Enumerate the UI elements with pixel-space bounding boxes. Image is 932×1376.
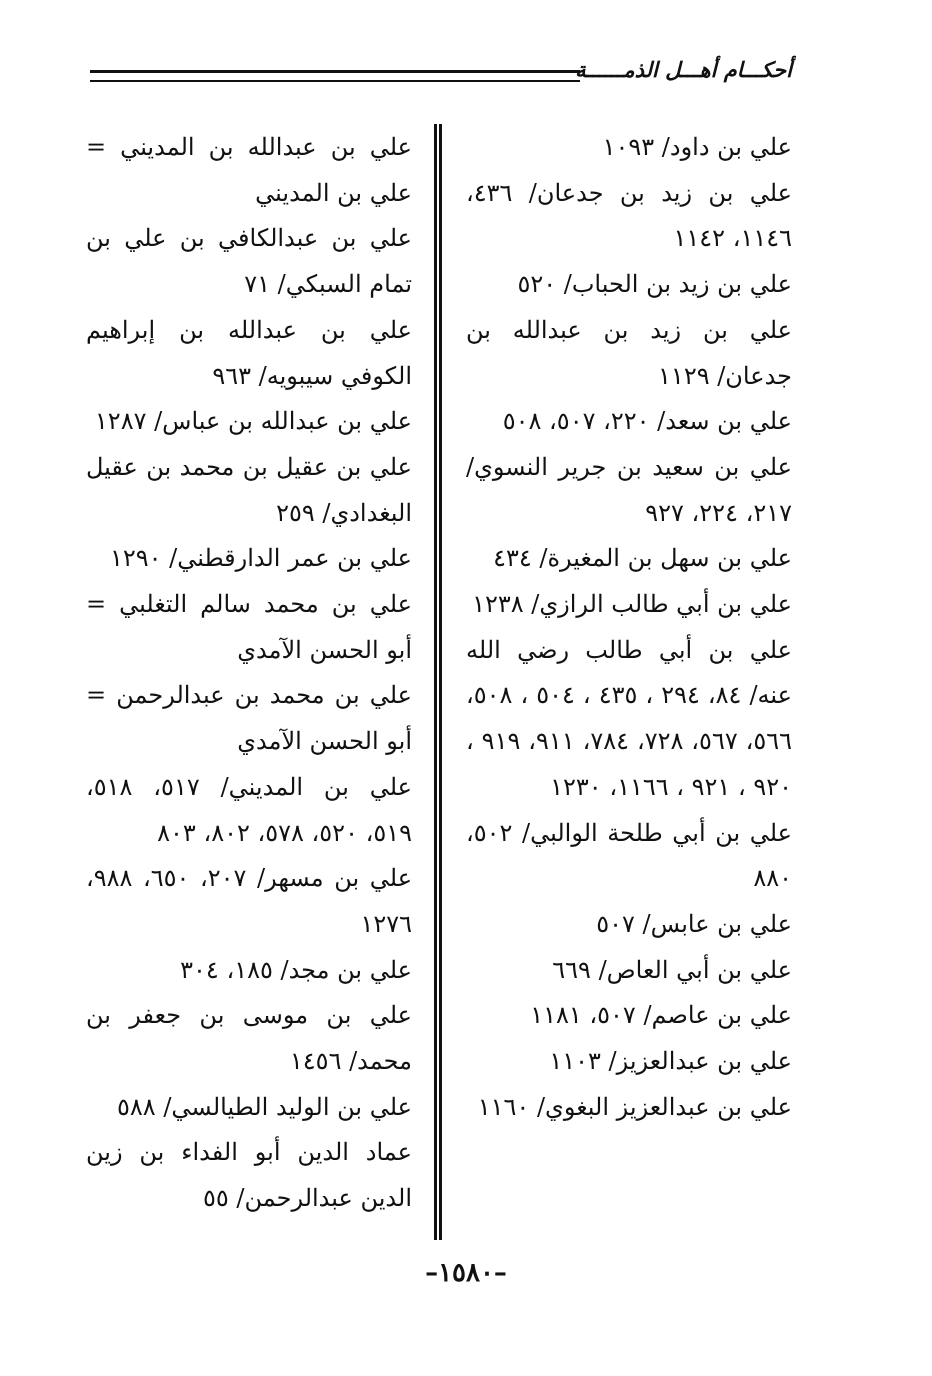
- index-entry: علي بن عبدالله بن عباس/ ١٢٨٧: [94, 407, 412, 436]
- index-entry: علي بن المديني/ ٥١٧، ٥١٨، ٥١٩، ٥٢٠، ٥٧٨، ٨٠٢، ٨٠٣: [86, 772, 413, 847]
- index-entry: علي بن عبدالله بن المديني = علي بن المديني: [86, 133, 412, 207]
- index-entry: علي بن أبي طالب الرازي/ ١٢٣٨: [472, 590, 792, 619]
- index-entry: علي بن أبي طلحة الوالبي/ ٥٠٢، ٨٨٠: [466, 818, 792, 893]
- index-entry: علي بن مسهر/ ٢٠٧، ٦٥٠، ٩٨٨، ١٢٧٦: [86, 864, 413, 938]
- index-entry: علي بن عمر الدارقطني/ ١٢٩٠: [109, 544, 412, 573]
- index-entry: علي بن عقيل بن محمد بن عقيل البغدادي/ ٢٥٩: [86, 452, 412, 527]
- index-entry: علي بن زيد بن جدعان/ ٤٣٦، ١١٤٦، ١١٤٢: [466, 178, 792, 253]
- column-divider: [434, 124, 442, 1240]
- index-entry: علي بن محمد سالم التغلبي = أبو الحسن الآمدي: [86, 590, 412, 664]
- index-entry: علي بن سعد/ ٢٢٠، ٥٠٧، ٥٠٨: [502, 407, 792, 436]
- index-entry: علي بن عبدالله بن إبراهيم الكوفي سيبويه/ ٩٦٣: [86, 315, 412, 390]
- index-entry: علي بن عاصم/ ٥٠٧، ١١٨١: [530, 1001, 792, 1030]
- index-entry: علي بن محمد بن عبدالرحمن = أبو الحسن الآمدي: [86, 681, 412, 756]
- index-entry: علي بن زيد بن عبدالله بن جدعان/ ١١٢٩: [466, 315, 792, 390]
- index-column-right: [466, 125, 792, 1130]
- page-number: –١٥٨٠–: [425, 1258, 507, 1288]
- index-column-left: [86, 125, 412, 1222]
- index-entry: علي بن موسى بن جعفر بن محمد/ ١٤٥٦: [86, 1001, 412, 1076]
- index-entry: علي بن أبي العاص/ ٦٦٩: [552, 955, 792, 984]
- index-entry: عماد الدين أبو الفداء بن زين الدين عبدالرحمن/ ٥٥: [86, 1138, 412, 1213]
- index-entry: علي بن عبدالكافي بن علي بن تمام السبكي/ ٧١: [86, 224, 412, 299]
- index-entry: علي بن داود/ ١٠٩٣: [602, 133, 792, 161]
- index-entry: علي بن أبي طالب رضي الله عنه/ ٨٤، ٢٩٤ ، ٤٣٥ ، ٥٠٤ ، ٥٠٨، ٥٦٦، ٥٦٧، ٧٢٨، ٧٨٤، ٩١١، ٩١٩ ، ٩٢٠ ، ٩٢١ ، ١١٦٦، ١٢٣٠: [466, 635, 793, 801]
- running-header-title: أحكـــام أهـــل الذمــــــة: [575, 58, 792, 82]
- index-entry: علي بن الوليد الطيالسي/ ٥٨٨: [117, 1092, 412, 1121]
- header-double-rule: [90, 70, 580, 82]
- index-entry: علي بن مجد/ ١٨٥، ٣٠٤: [180, 955, 412, 984]
- index-entry: علي بن عابس/ ٥٠٧: [596, 909, 792, 938]
- index-entry: علي بن عبدالعزيز/ ١١٠٣: [549, 1047, 792, 1076]
- index-entry: علي بن سهل بن المغيرة/ ٤٣٤: [493, 544, 792, 573]
- index-entry: علي بن سعيد بن جرير النسوي/ ٢١٧، ٢٢٤، ٩٢٧: [466, 452, 792, 527]
- index-entry: علي بن زيد بن الحباب/ ٥٢٠: [517, 270, 792, 299]
- index-entry: علي بن عبدالعزيز البغوي/ ١١٦٠: [477, 1092, 792, 1121]
